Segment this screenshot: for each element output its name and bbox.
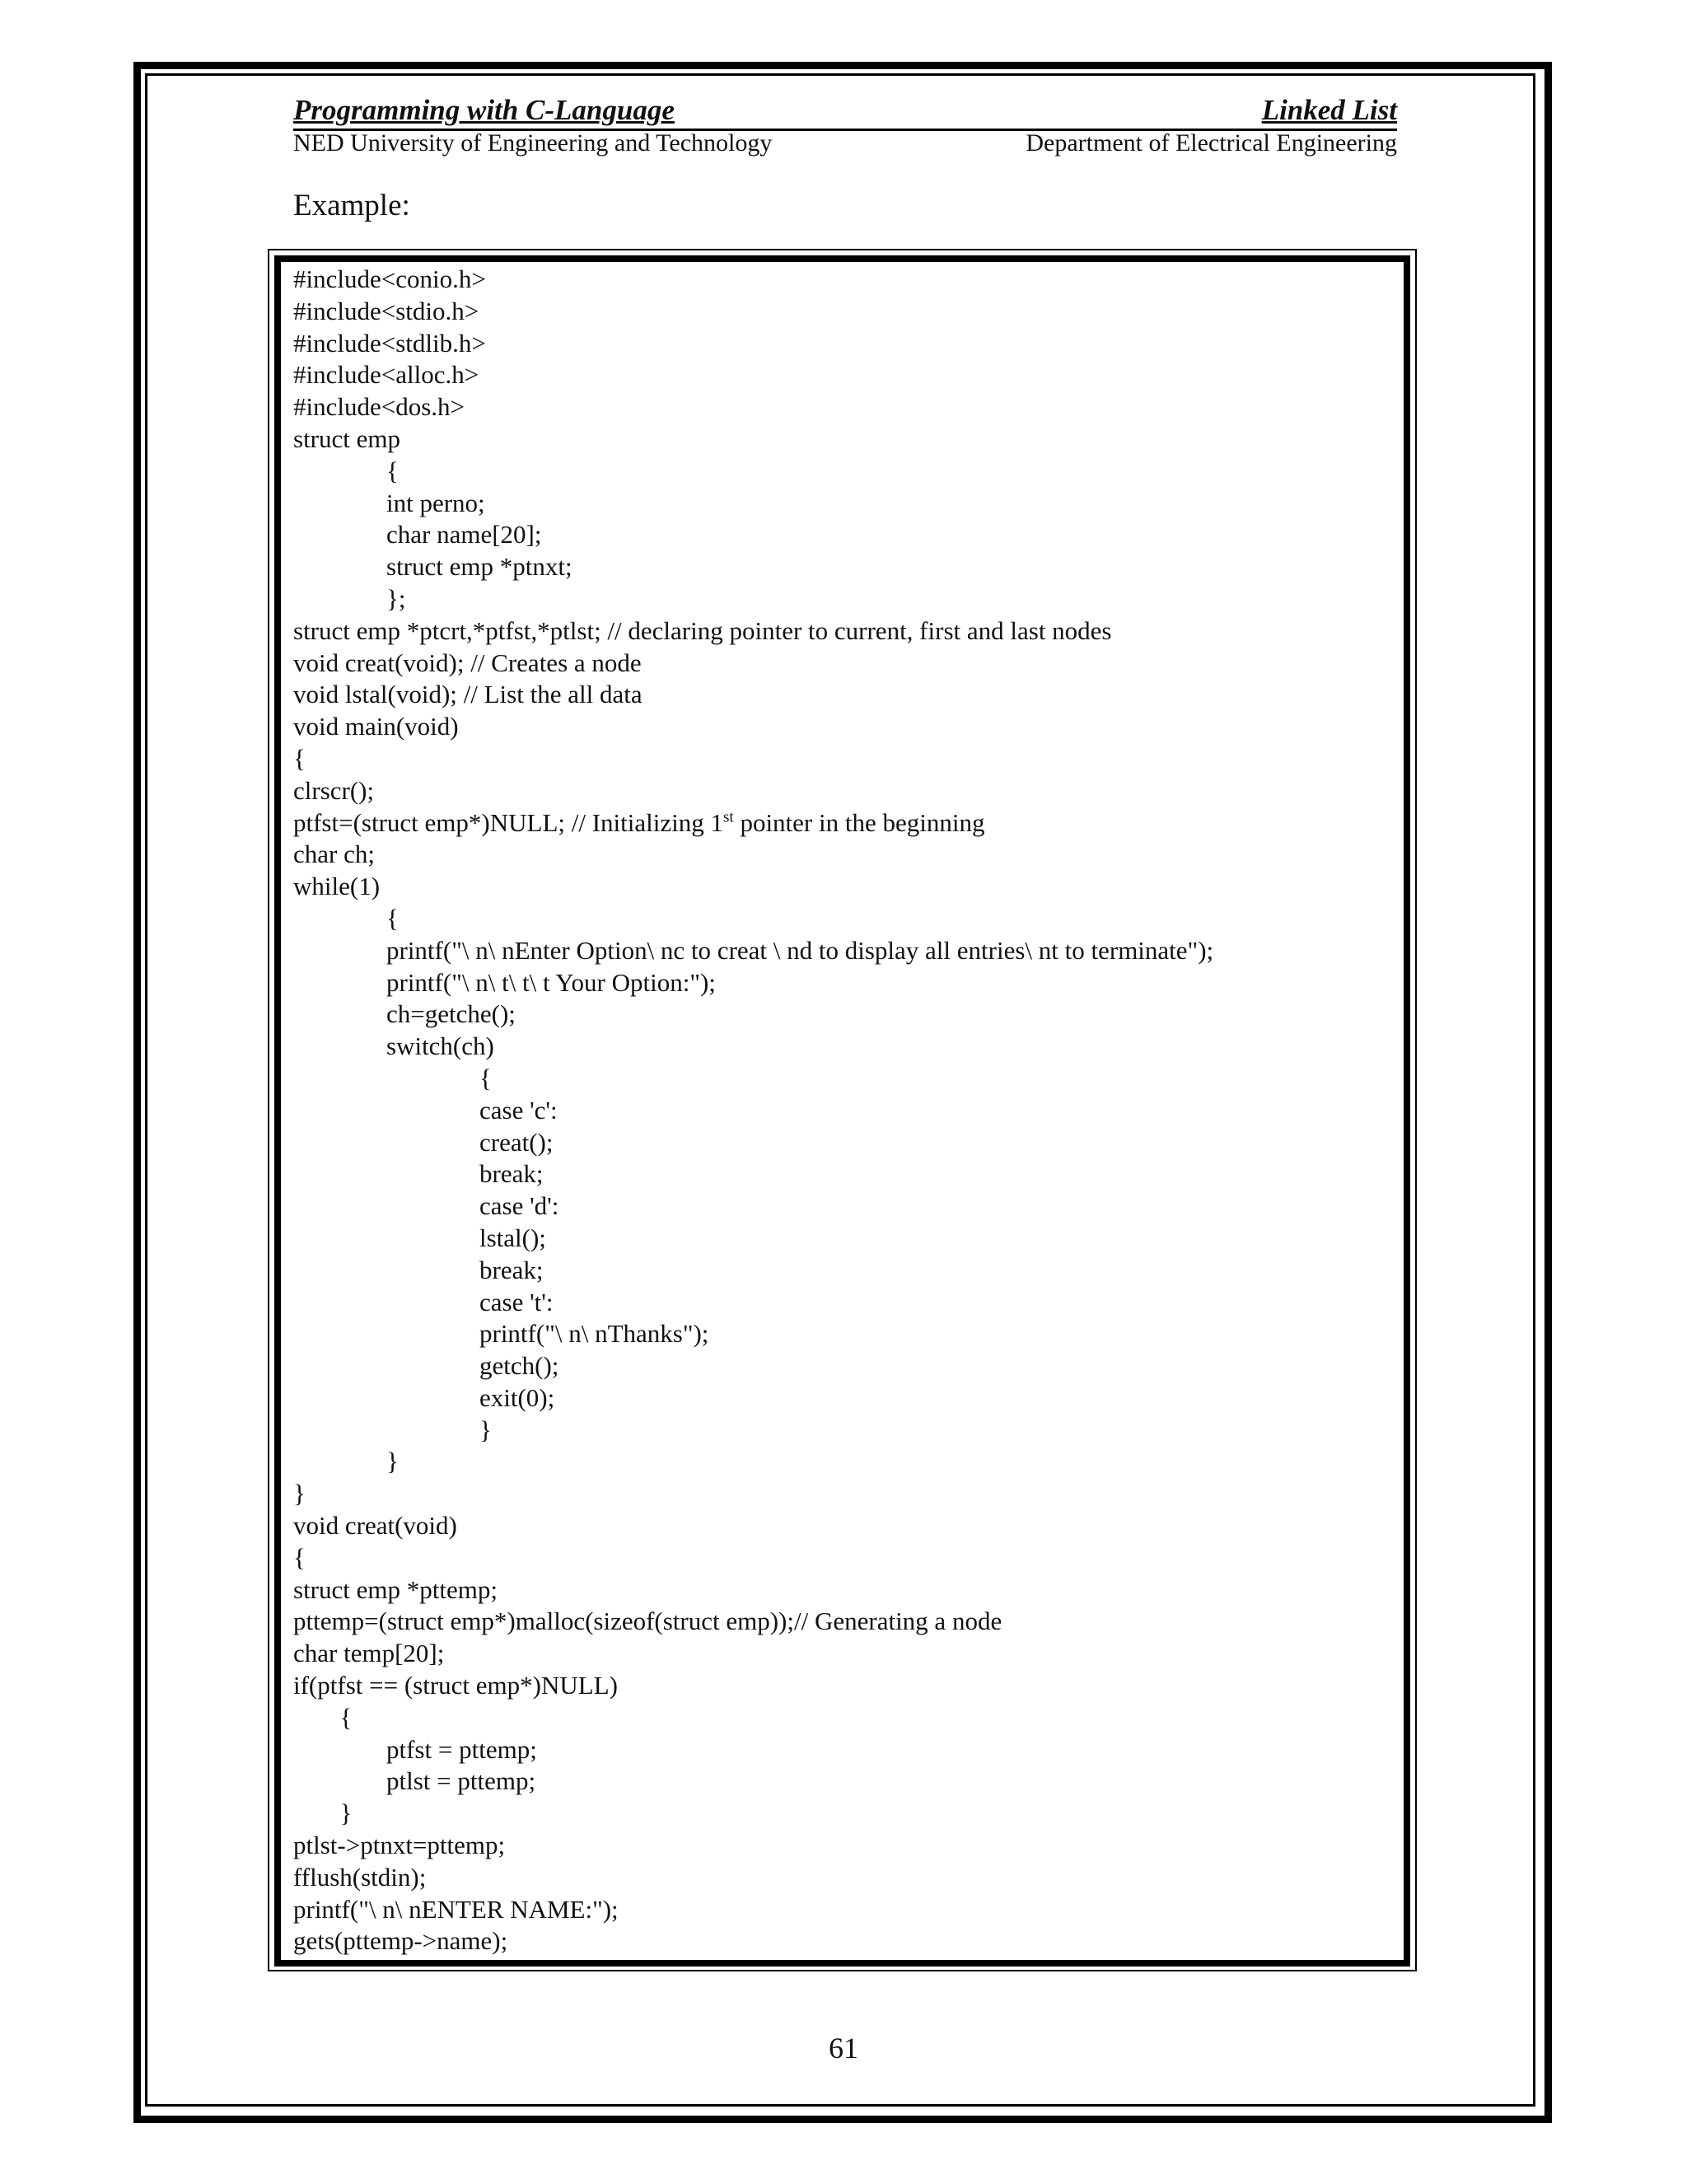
code-text: ch=getche(); [386,999,516,1029]
code-text: fflush(stdin); [293,1862,427,1892]
code-text: } [339,1798,353,1828]
code-line [293,1894,1381,1926]
code-line [293,1031,1381,1063]
code-text: lstal(); [479,1223,546,1252]
code-text: case 't': [479,1287,554,1316]
code-line [293,391,1381,423]
code-line [293,1127,1381,1159]
code-text: char ch; [293,839,375,869]
code-line [293,1446,1381,1478]
code-text: ptfst = pttemp; [386,1734,537,1764]
code-text: }; [386,583,406,613]
code-line [293,903,1381,935]
code-text: #include<stdio.h> [293,296,479,325]
code-text: break; [479,1255,544,1284]
code-line [293,1798,1381,1830]
code-text: #include<alloc.h> [293,360,479,390]
code-text-after: pointer in the beginning [733,807,985,837]
code-line [293,743,1381,775]
code-text: printf("\ n\ nThanks"); [479,1319,709,1349]
code-text: case 'd': [479,1191,559,1221]
code-line [293,1255,1381,1287]
chapter-title: Linked List [1261,94,1397,126]
running-subheader [293,129,1397,158]
university-name: NED University of Engineering and Technology [293,129,773,157]
code-text: clrscr(); [293,775,375,805]
code-text: while(1) [293,872,381,901]
code-text: } [479,1415,492,1444]
code-line [293,1830,1381,1862]
code-text: printf("\ n\ nENTER NAME:"); [293,1894,619,1924]
code-text: { [479,1063,492,1092]
code-text: break; [479,1159,544,1189]
code-text: } [386,1447,399,1476]
code-line [293,456,1381,488]
code-text: creat(); [479,1127,554,1157]
code-line [293,1734,1381,1766]
course-title: Programming with C-Language [293,94,675,126]
code-line [293,967,1381,999]
code-line [293,935,1381,967]
code-line [293,1925,1381,1957]
code-line [293,1223,1381,1255]
code-line [293,648,1381,680]
code-line [293,1158,1381,1190]
code-text: case 'c': [479,1095,558,1125]
code-line [293,328,1381,360]
code-line [293,583,1381,615]
code-line [293,1095,1381,1127]
code-text: pttemp=(struct emp*)malloc(sizeof(struct emp));// Generating a node [293,1606,1002,1636]
code-text: getch(); [479,1351,559,1381]
code-text: #include<conio.h> [293,264,486,293]
code-line [293,1318,1381,1350]
code-line [293,1638,1381,1670]
code-line [293,1862,1381,1894]
code-line [293,1287,1381,1319]
code-line [293,998,1381,1031]
code-line [293,1415,1381,1447]
code-superscript: st [723,808,734,826]
code-line [293,1574,1381,1606]
code-text: struct emp *ptcrt,*ptfst,*ptlst; // declaring pointer to current, first and last nodes [293,615,1112,645]
code-text: void creat(void) [293,1511,457,1541]
code-text: switch(ch) [386,1031,494,1061]
code-text: #include<dos.h> [293,392,465,422]
code-line [293,1510,1381,1542]
code-text: char temp[20]; [293,1639,445,1668]
code-line [293,807,1381,839]
code-text: { [293,1542,306,1572]
running-header [293,94,1397,131]
code-line [293,264,1381,296]
code-text: void main(void) [293,712,459,741]
code-line [293,296,1381,328]
code-text: if(ptfst == (struct emp*)NULL) [293,1671,618,1700]
code-line [293,1190,1381,1223]
code-text: ptlst->ptnxt=pttemp; [293,1831,506,1860]
code-text: #include<stdlib.h> [293,328,486,358]
code-text: { [293,743,306,773]
code-text: char name[20]; [386,520,542,550]
code-line [293,1702,1381,1734]
code-text: { [386,456,399,485]
code-text: struct emp *ptnxt; [386,552,572,582]
code-text: exit(0); [479,1382,555,1412]
code-line [293,1478,1381,1510]
code-line [293,711,1381,743]
code-line [293,679,1381,711]
code-line [293,551,1381,583]
code-text: int perno; [386,488,485,517]
code-line [293,1350,1381,1382]
code-text: { [386,903,399,933]
code-line [293,839,1381,871]
code-line [293,423,1381,456]
code-line [293,1765,1381,1798]
code-line [293,488,1381,520]
code-text: void creat(void); // Creates a node [293,648,642,677]
department-name: Department of Electrical Engineering [1026,129,1397,157]
code-line [293,1542,1381,1574]
code-text: void lstal(void); // List the all data [293,680,643,709]
code-line [293,1606,1381,1638]
code-text: ptfst=(struct emp*)NULL; // Initializing 1 [293,807,723,837]
code-line [293,871,1381,903]
code-line [293,775,1381,807]
page-number: 61 [829,2032,858,2065]
code-text: ptlst = pttemp; [386,1766,536,1796]
example-label: Example: [293,189,410,222]
code-line [293,519,1381,551]
code-text: gets(pttemp->name); [293,1926,508,1956]
code-text: } [293,1479,306,1508]
code-listing [293,264,1381,1957]
code-line [293,615,1381,648]
code-line [293,359,1381,391]
code-line [293,1670,1381,1702]
code-text: { [339,1702,353,1732]
code-line [293,1382,1381,1415]
code-text: struct emp *pttemp; [293,1574,498,1604]
code-text: printf("\ n\ t\ t\ t Your Option:"); [386,967,716,997]
code-text: struct emp [293,423,400,453]
code-text: printf("\ n\ nEnter Option\ nc to creat \ nd to display all entries\ nt to terminate"); [386,935,1214,965]
code-line [293,1063,1381,1095]
